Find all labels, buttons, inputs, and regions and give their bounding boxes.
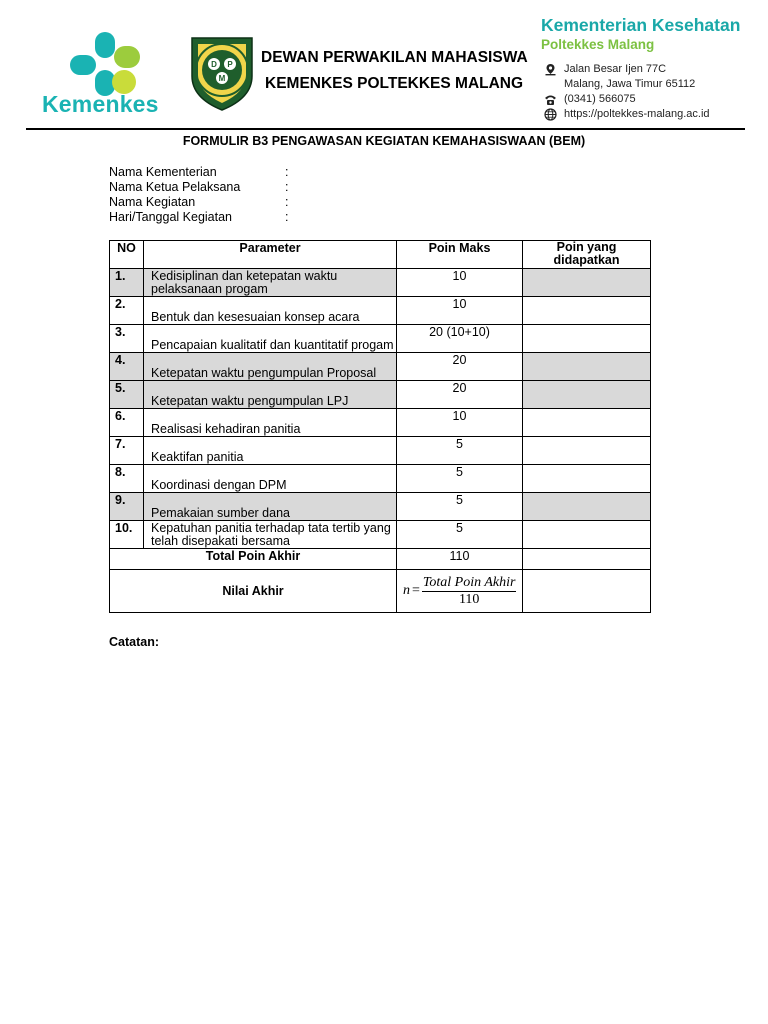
row-poin-maks: 10 bbox=[397, 269, 523, 297]
row-parameter bbox=[144, 409, 397, 437]
parameter-text: Koordinasi dengan DPM bbox=[151, 478, 287, 492]
row-poin-didapatkan[interactable] bbox=[523, 521, 651, 549]
row-parameter bbox=[144, 353, 397, 381]
total-score-cell[interactable] bbox=[523, 549, 651, 570]
row-number: 4. bbox=[110, 353, 144, 381]
formula-numerator: Total Poin Akhir bbox=[422, 574, 516, 590]
row-poin-maks: 10 bbox=[397, 297, 523, 325]
parameter-text: Ketepatan waktu pengumpulan LPJ bbox=[151, 394, 349, 408]
row-poin-maks: 5 bbox=[397, 465, 523, 493]
grading-table bbox=[109, 240, 651, 613]
table-row bbox=[110, 465, 651, 493]
header-poin-maks: Poin Maks bbox=[397, 241, 523, 269]
row-number: 8. bbox=[110, 465, 144, 493]
table-header-row bbox=[110, 241, 651, 269]
final-label: Nilai Akhir bbox=[110, 570, 397, 613]
table-row bbox=[110, 297, 651, 325]
row-parameter bbox=[144, 437, 397, 465]
row-poin-maks: 5 bbox=[397, 521, 523, 549]
row-poin-didapatkan[interactable] bbox=[523, 465, 651, 493]
svg-text:D: D bbox=[211, 60, 217, 69]
row-poin-maks: 5 bbox=[397, 493, 523, 521]
svg-text:P: P bbox=[227, 60, 233, 69]
formula-denominator: 110 bbox=[458, 591, 480, 607]
total-label: Total Poin Akhir bbox=[110, 549, 397, 570]
row-poin-didapatkan[interactable] bbox=[523, 437, 651, 465]
field-separator: : bbox=[285, 165, 289, 179]
row-poin-maks: 20 (10+10) bbox=[397, 325, 523, 353]
table-row bbox=[110, 269, 651, 297]
row-number: 6. bbox=[110, 409, 144, 437]
parameter-text: Pencapaian kualitatif dan kuantitatif progam bbox=[151, 338, 394, 352]
row-number: 7. bbox=[110, 437, 144, 465]
table-row bbox=[110, 381, 651, 409]
field-separator: : bbox=[285, 180, 289, 194]
formula-fraction bbox=[422, 575, 517, 608]
row-poin-maks: 20 bbox=[397, 381, 523, 409]
parameter-text: Keaktifan panitia bbox=[151, 450, 244, 464]
table-row bbox=[110, 325, 651, 353]
org-name-line2: KEMENKES POLTEKKES MALANG bbox=[265, 75, 524, 92]
row-number: 5. bbox=[110, 381, 144, 409]
table-row bbox=[110, 521, 651, 549]
row-number: 1. bbox=[110, 269, 144, 297]
row-poin-didapatkan[interactable] bbox=[523, 353, 651, 381]
address-line1: Jalan Besar Ijen 77C bbox=[564, 63, 667, 75]
table-row bbox=[110, 493, 651, 521]
final-score-cell[interactable] bbox=[523, 570, 651, 613]
row-poin-maks: 5 bbox=[397, 437, 523, 465]
row-parameter bbox=[144, 493, 397, 521]
row-poin-didapatkan[interactable] bbox=[523, 493, 651, 521]
dpm-seal-logo bbox=[186, 32, 258, 112]
address-line2: Malang, Jawa Timur 65112 bbox=[564, 78, 696, 90]
parameter-text: Ketepatan waktu pengumpulan Proposal bbox=[151, 366, 377, 380]
field-separator: : bbox=[285, 210, 289, 224]
table-row bbox=[110, 353, 651, 381]
location-pin-icon bbox=[544, 63, 557, 76]
table-row bbox=[110, 437, 651, 465]
row-parameter bbox=[144, 297, 397, 325]
row-parameter bbox=[144, 465, 397, 493]
row-poin-didapatkan[interactable] bbox=[523, 269, 651, 297]
row-poin-maks: 20 bbox=[397, 353, 523, 381]
parameter-text: Kepatuhan panitia terhadap tata tertib yang telah disepakati bersama bbox=[151, 521, 391, 548]
row-poin-didapatkan[interactable] bbox=[523, 381, 651, 409]
row-number: 9. bbox=[110, 493, 144, 521]
org-name-line1: DEWAN PERWAKILAN MAHASISWA bbox=[261, 49, 528, 66]
row-parameter bbox=[144, 521, 397, 549]
field-label: Hari/Tanggal Kegiatan bbox=[109, 210, 232, 224]
row-parameter bbox=[144, 269, 397, 297]
header-divider bbox=[26, 128, 745, 130]
row-number: 10. bbox=[110, 521, 144, 549]
kemenkes-wordmark: Kemenkes bbox=[42, 91, 159, 117]
globe-icon bbox=[544, 108, 557, 121]
total-row bbox=[110, 549, 651, 570]
phone-icon bbox=[544, 93, 557, 106]
final-row bbox=[110, 570, 651, 613]
notes-label: Catatan: bbox=[109, 635, 160, 649]
row-number: 3. bbox=[110, 325, 144, 353]
total-value: 110 bbox=[397, 549, 523, 570]
table-row bbox=[110, 409, 651, 437]
header-parameter: Parameter bbox=[144, 241, 397, 269]
formula-equals: = bbox=[412, 583, 420, 598]
phone-number: (0341) 566075 bbox=[564, 93, 636, 105]
row-number: 2. bbox=[110, 297, 144, 325]
field-label: Nama Kegiatan bbox=[109, 195, 196, 209]
header-poin-didapatkan: Poin yang didapatkan bbox=[523, 241, 651, 269]
website-url: https://poltekkes-malang.ac.id bbox=[564, 108, 710, 120]
field-label: Nama Kementerian bbox=[109, 165, 217, 179]
ministry-title: Kementerian Kesehatan bbox=[541, 15, 741, 35]
parameter-text: Kedisiplinan dan ketepatan waktu pelaksanaan progam bbox=[151, 269, 338, 296]
ministry-subtitle: Poltekkes Malang bbox=[541, 37, 655, 52]
row-poin-didapatkan[interactable] bbox=[523, 409, 651, 437]
row-poin-didapatkan[interactable] bbox=[523, 325, 651, 353]
formula-variable: n bbox=[403, 583, 410, 598]
formula-cell bbox=[397, 570, 523, 613]
header-no: NO bbox=[110, 241, 144, 269]
field-separator: : bbox=[285, 195, 289, 209]
svg-text:M: M bbox=[218, 74, 226, 83]
parameter-text: Realisasi kehadiran panitia bbox=[151, 422, 301, 436]
field-label: Nama Ketua Pelaksana bbox=[109, 180, 241, 194]
row-parameter bbox=[144, 381, 397, 409]
parameter-text: Pemakaian sumber dana bbox=[151, 506, 290, 520]
form-title: FORMULIR B3 PENGAWASAN KEGIATAN KEMAHASISWAAN (BEM) bbox=[182, 134, 586, 148]
row-poin-maks: 10 bbox=[397, 409, 523, 437]
row-poin-didapatkan[interactable] bbox=[523, 297, 651, 325]
parameter-text: Bentuk dan kesesuaian konsep acara bbox=[151, 310, 360, 324]
row-parameter bbox=[144, 325, 397, 353]
